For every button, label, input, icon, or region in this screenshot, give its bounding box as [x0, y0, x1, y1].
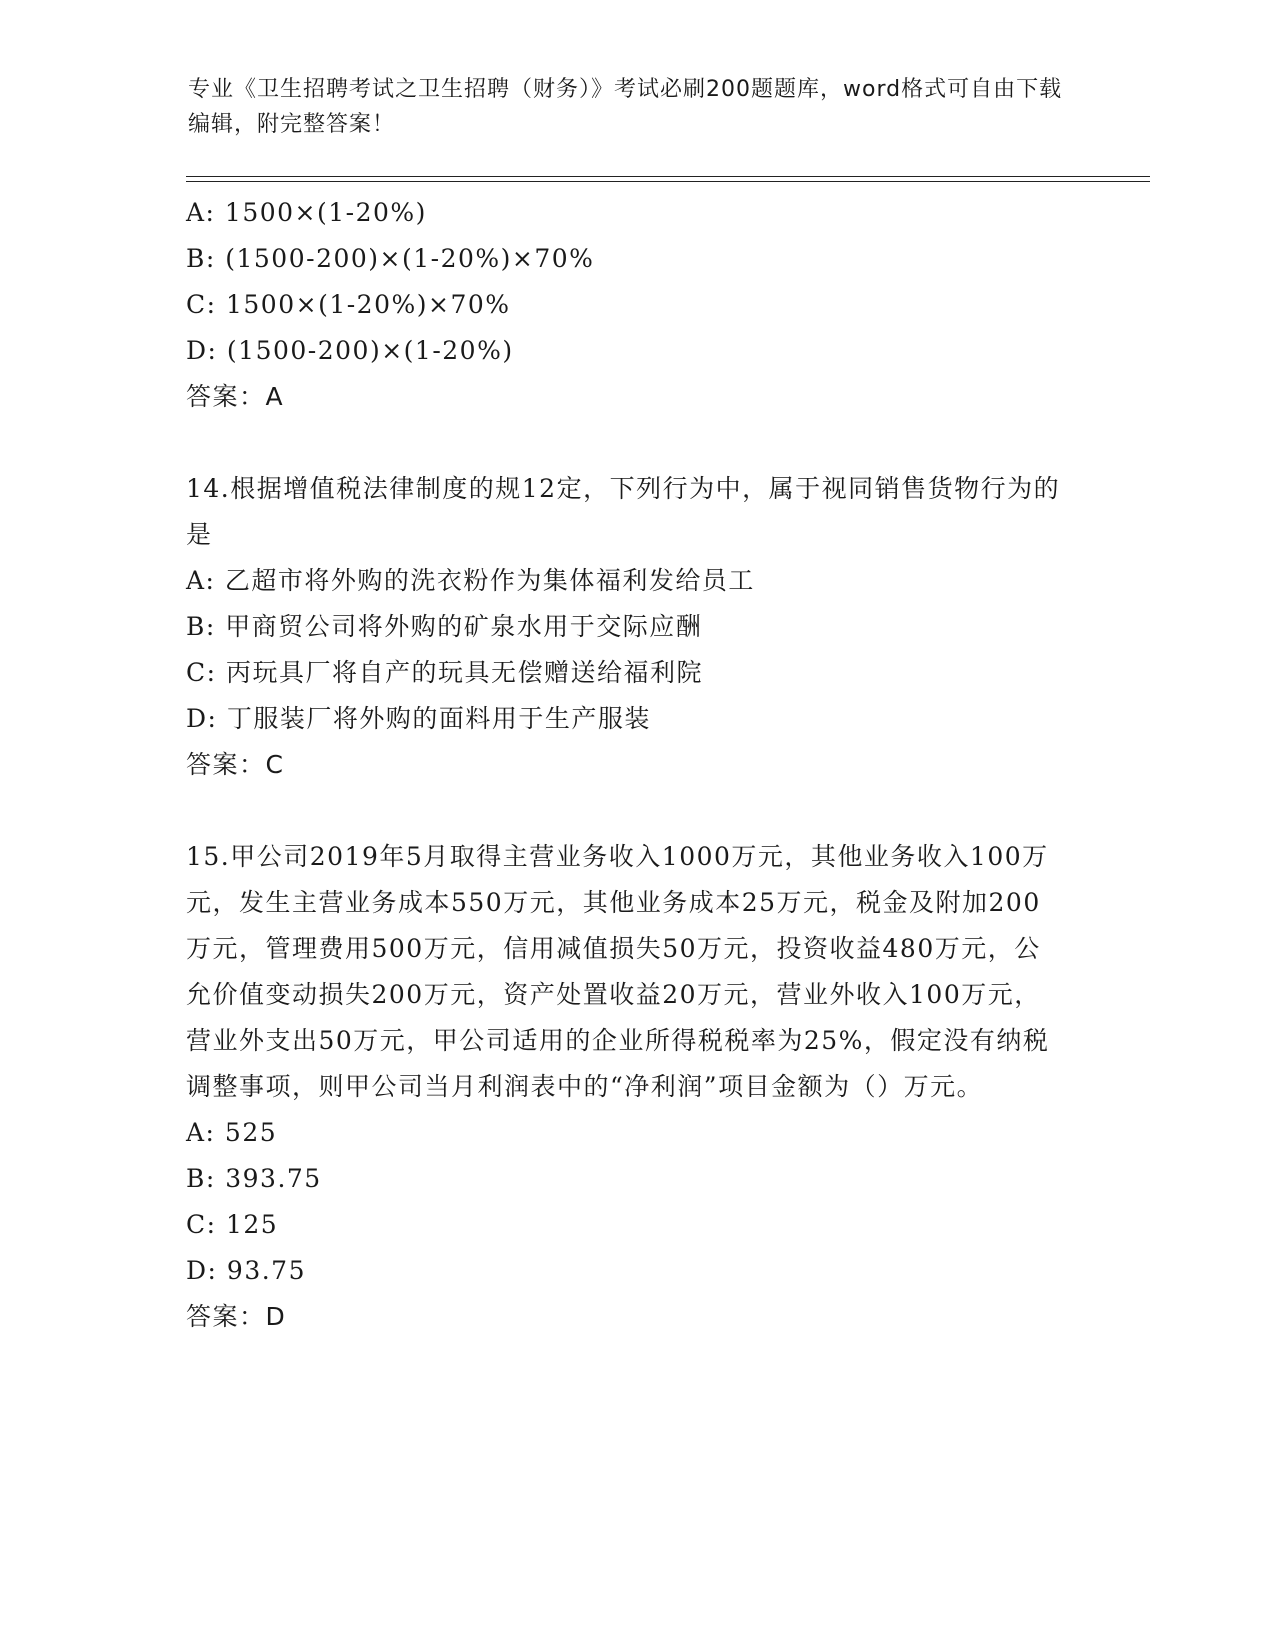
option-a: A: 乙超市将外购的洗衣粉作为集体福利发给员工 — [186, 566, 755, 595]
option-c: C: 1500×(1-20%)×70% — [186, 290, 511, 319]
question-13-block — [186, 190, 1086, 420]
spacer — [186, 788, 1086, 834]
option-b: B: 393.75 — [186, 1164, 322, 1193]
page-header: 专业《卫生招聘考试之卫生招聘（财务）》考试必刷200题题库，word格式可自由下载编辑，附完整答案！ — [188, 77, 1063, 137]
option-a: A: 525 — [186, 1118, 278, 1147]
option-c: C: 125 — [186, 1210, 279, 1239]
question-text: 15.甲公司2019年5月取得主营业务收入1000万元，其他业务收入100万元，发生主营业务成本550万元，其他业务成本25万元，税金及附加200万元，管理费用500万元，信用减值损失50万元，投资收益480万元，公允价值变动损失200万元，资产处置收益20万元，营业外收入100万元，营业外支出50万元，甲公司适用的企业所得税税率为25%，假定没有纳税调整事项，则甲公司当月利润表中的“净利润”项目金额为（）万元。 — [186, 842, 1050, 1101]
question-15-block — [186, 834, 1086, 1340]
option-a: A: 1500×(1-20%) — [186, 198, 427, 227]
answer-line: 答案：D — [186, 1302, 287, 1331]
question-14-block — [186, 466, 1086, 788]
option-d: D: (1500-200)×(1-20%) — [186, 336, 514, 365]
option-b: B: 甲商贸公司将外购的矿泉水用于交际应酬 — [186, 612, 703, 641]
option-c: C: 丙玩具厂将自产的玩具无偿赠送给福利院 — [186, 658, 703, 687]
header-divider-bottom — [186, 181, 1150, 182]
option-b: B: (1500-200)×(1-20%)×70% — [186, 244, 595, 273]
option-d: D: 93.75 — [186, 1256, 306, 1285]
question-text: 14.根据增值税法律制度的规12定，下列行为中，属于视同销售货物行为的是 — [186, 474, 1061, 549]
spacer — [186, 420, 1086, 466]
option-d: D: 丁服装厂将外购的面料用于生产服装 — [186, 704, 651, 733]
answer-line: 答案：A — [186, 382, 285, 411]
header-divider-top — [186, 176, 1150, 177]
answer-line: 答案：C — [186, 750, 285, 779]
question-content — [186, 190, 1086, 1340]
